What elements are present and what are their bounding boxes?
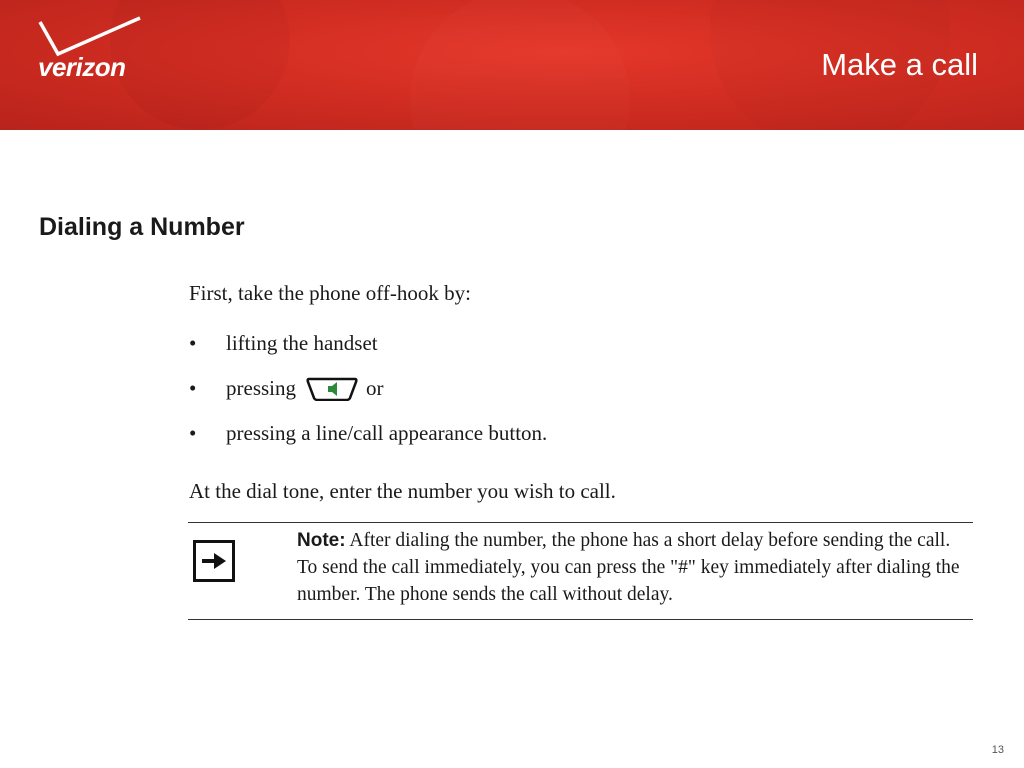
- list-item: [189, 376, 384, 401]
- bullet-dot: •: [189, 376, 197, 400]
- bullet-text-after: or: [366, 376, 384, 400]
- arrow-glyph: [200, 551, 228, 571]
- note-label: Note:: [297, 530, 346, 551]
- bullet-text: pressing: [226, 376, 296, 400]
- note-text: [297, 527, 967, 608]
- list-item: [189, 331, 378, 356]
- bullet-dot: •: [189, 421, 197, 445]
- note-body: After dialing the number, the phone has a short delay before sending the call. To send the call immediately, you can press the "#" key immediately after dialing the number. The phone sends the call without delay.: [297, 530, 960, 605]
- page-title: Make a call: [821, 47, 978, 82]
- dial-tone-text: At the dial tone, enter the number you wish to call.: [189, 479, 616, 503]
- section-heading: Dialing a Number: [39, 213, 245, 241]
- right-arrow-icon: [193, 540, 235, 582]
- verizon-logo: verizon: [38, 52, 126, 82]
- bullet-text: pressing a line/call appearance button.: [226, 421, 548, 445]
- bullet-dot: •: [189, 331, 197, 355]
- speaker-key-icon: [306, 377, 358, 401]
- page-number: 13: [991, 744, 1004, 756]
- bullet-text: lifting the handset: [226, 331, 378, 355]
- intro-text: First, take the phone off-hook by:: [189, 281, 471, 305]
- note-box: [188, 522, 973, 620]
- list-item: [189, 421, 547, 446]
- header-banner: [0, 0, 1024, 130]
